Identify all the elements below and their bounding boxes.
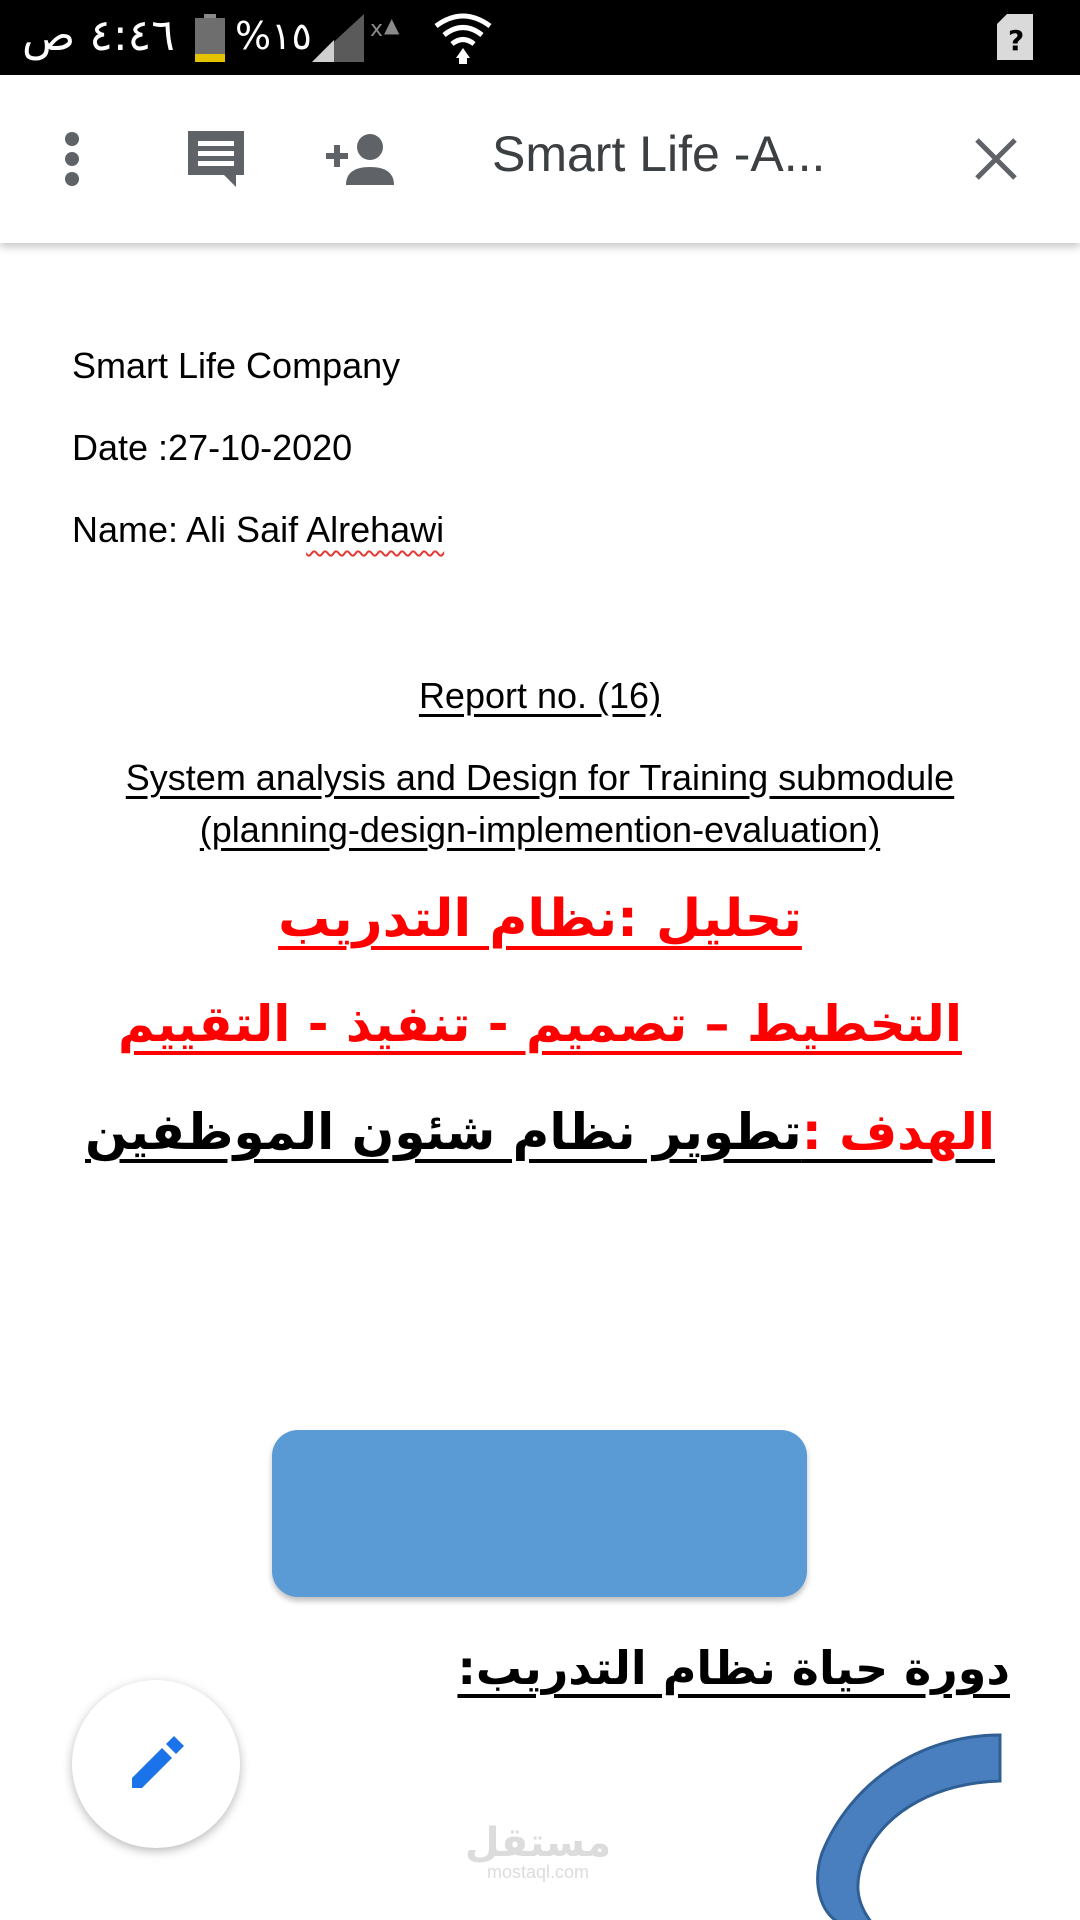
arabic-goal-line: [0, 1103, 1080, 1161]
battery-percent: %١٥: [235, 14, 312, 58]
status-time: ٤:٤٦ ص: [22, 10, 175, 61]
battery-icon: [195, 14, 225, 62]
svg-text:?: ?: [1008, 24, 1025, 57]
arabic-heading-phases: التخطيط – تصميم - تنفيذ - التقييم: [118, 995, 962, 1053]
status-bar: [0, 0, 1080, 75]
svg-text:x: x: [370, 17, 384, 42]
mostaql-watermark: [463, 1820, 613, 1883]
close-icon: [973, 136, 1019, 182]
help-icon: [997, 14, 1033, 60]
blue-arc-shape: [810, 1733, 1010, 1920]
blue-rounded-shape: [272, 1430, 807, 1597]
no-sim-icon: [370, 8, 410, 48]
company-line: Smart Life Company: [72, 345, 401, 386]
more-options-button[interactable]: [30, 117, 114, 201]
arabic-goal-text: تطوير نظام شئون الموظفين: [85, 1103, 802, 1161]
watermark-latin: mostaql.com: [486, 1862, 590, 1882]
person-add-icon: [324, 131, 396, 187]
watermark-arabic: مستقل: [464, 1820, 612, 1866]
arabic-lifecycle-heading: دورة حياة نظام التدريب:: [457, 1641, 1010, 1695]
svg-text:▲: ▲: [384, 13, 400, 37]
document-page[interactable]: [0, 243, 1080, 1920]
arabic-heading-analysis: تحليل :نظام التدريب: [278, 889, 802, 949]
document-title: Smart Life -A...: [492, 126, 826, 182]
comment-icon: [184, 127, 248, 191]
edit-pencil-icon: [126, 1734, 186, 1794]
signal-icon: [312, 14, 364, 62]
subtitle-line-2: (planning-design-implemention-evaluation): [199, 809, 881, 850]
report-number: Report no. (16): [418, 675, 662, 716]
edit-fab-button[interactable]: [72, 1680, 240, 1848]
share-add-people-button[interactable]: [318, 117, 402, 201]
subtitle-line-1: System analysis and Design for Training submodule: [125, 757, 955, 798]
name-last-misspelled: Alrehawi: [306, 509, 445, 550]
name-line: [72, 509, 444, 551]
close-button[interactable]: [954, 117, 1038, 201]
wifi-icon: [432, 10, 494, 66]
date-line: Date :27-10-2020: [72, 427, 353, 468]
name-prefix: Name: Ali Saif: [72, 509, 307, 550]
arabic-goal-label: الهدف :: [801, 1103, 995, 1161]
app-toolbar: [0, 75, 1080, 243]
comments-button[interactable]: [174, 117, 258, 201]
more-vert-icon: [62, 131, 82, 187]
